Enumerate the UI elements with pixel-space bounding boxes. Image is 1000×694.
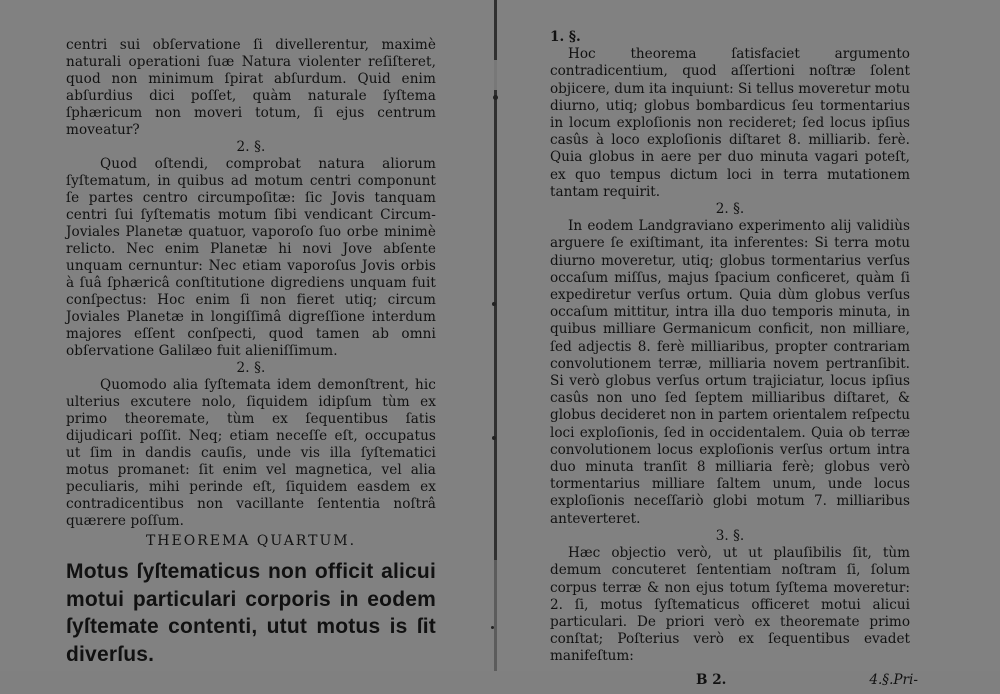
left-paragraph-1: centri sui obſervatione ſi divellerentur, maximè naturali operationi ſuæ Natura violenter reſiſteret, quod non minimum ſpirat abſurdum. Quid enim abſurdius dici poſſet, quàm naturale ſyſtema ſphæricum non moveri totum, ſi ejus centrum moveatur? — [66, 37, 436, 138]
theorem-title: THEOREMA QUARTUM. — [145, 533, 357, 549]
page-footer — [550, 671, 918, 694]
left-page — [0, 0, 494, 671]
right-paragraph-1: Hoc theorema ſatisfaciet argumento contradicentium, quod aſſertioni noſtræ ſolent objicere, dum ita inquiunt: Si tellus moveretur motu diurno, utiq; globus bombardicus ſeu tormentarius in locum exploſionis non recideret; ſed locus ipſius casûs à loco exploſionis diſtaret 8. milliarib. ferè. Quia globus in aere per duo minuta vagari poteſt, ex quo tempus dictum loci in terra mutationem tantam requirit. — [550, 46, 910, 200]
catchword: 4.§.Pri- — [869, 671, 918, 688]
right-page-text — [550, 29, 918, 694]
left-paragraph-2: Quod oſtendi, comprobat natura aliorum ſyſtematum, in quibus ad motum centri componunt ſe partes centro circumpoſitæ: ſic Jovis tanquam centri ſui ſyſtematis motum ſibi vendicant Circum-Joviales Planetæ quatuor, vaporoſo ſuo orbe minimè relicto. Nec enim Planetæ hi novi Jove abſente unquam cernuntur: Nec etiam vaporoſus Jovis orbis à ſuâ ſphæricâ conſtitutione digrediens unquam fuit conſpectus: Hoc enim ſi non fieret utiq; circum Joviales Planetæ in longiſſimâ digreſſione interdum majores eſſent conſpecti, quod tamen ab omni obſervatione Galilæo fuit alieniſſimum. — [66, 156, 436, 359]
right-section-number-2: 3. §. — [715, 527, 745, 544]
right-paragraph-3: Hæc objectio verò, ut ut plauſibilis ſit, tùm demum concuteret ſententiam noſtram ſi, ſolum corpus terræ & non ejus totum ſyſtema moveretur: 2. ſi, motus ſyſtematicus officeret motui alicui particulari. De priori verò ex theoremate primo conſtat; Poſterius verò ex ſequentibus evadet manifeſtum: — [550, 545, 910, 665]
theorem-statement: Motus ſyſtematicus non officit alicui motui particulari corporis in eodem ſyſtemate contenti, utut motus is ſit diverſus. — [66, 560, 436, 666]
left-paragraph-3: Quomodo alia ſyſtemata idem demonſtrent, hic ulterius excutere nolo, ſiquidem idipſum tùm ex primo theoremate, tùm ex ſequentibus ſatis dijudicari poſſit. Neq; etiam neceſſe eſt, occupatus ut ſim in dandis cauſis, unde vis illa ſyſtematici motus promanet: ſit enim vel magnetica, vel alia peculiaris, mihi perinde eſt, ſiquidem easdem ex contradicentibus non vacillante ſententia noſtrâ quærere poſſum. — [66, 377, 436, 529]
right-section-number-1: 2. §. — [715, 201, 745, 218]
right-page — [497, 0, 1000, 688]
right-paragraph-2: In eodem Landgraviano experimento alij validiùs arguere ſe exiſtimant, ita inferentes: Si terra motu diurno moveretur, utiq; globus tormentarius verſus occaſum miſſus, majus ſpacium conficeret, quàm ſi expediretur verſus ortum. Quia dùm globus verſus occaſum mittitur, intra illa duo temporis minuta, in quibus milliare Germanicum conficit, non milliare, ſed adjectis 8. ferè milliaribus, propter contrariam convolutionem terræ, milliaria novem pertranſibit. Si verò globus verſus ortum trajiciatur, locus ipſius casûs non uno ſed ſeptem milliaribus diſtaret, & globus decideret non in partem orientalem reſpectu loci exploſionis, ſed in occidentalem. Quia ob terræ convolutionem locus exploſionis verſus ortum intra duo minuta tranſit 8 milliaria ferè; globus verò tormentarius milliare ſaltem unum, unde locus exploſionis neceſſariò globi motum 7. milliaribus anteverteret. — [550, 218, 910, 527]
signature-mark: B 2. — [696, 671, 727, 688]
left-section-number-1: 2. §. — [236, 139, 266, 155]
left-page-text — [66, 37, 436, 668]
left-section-number-2: 2. §. — [236, 360, 266, 376]
running-head: 1. §. — [550, 29, 581, 45]
